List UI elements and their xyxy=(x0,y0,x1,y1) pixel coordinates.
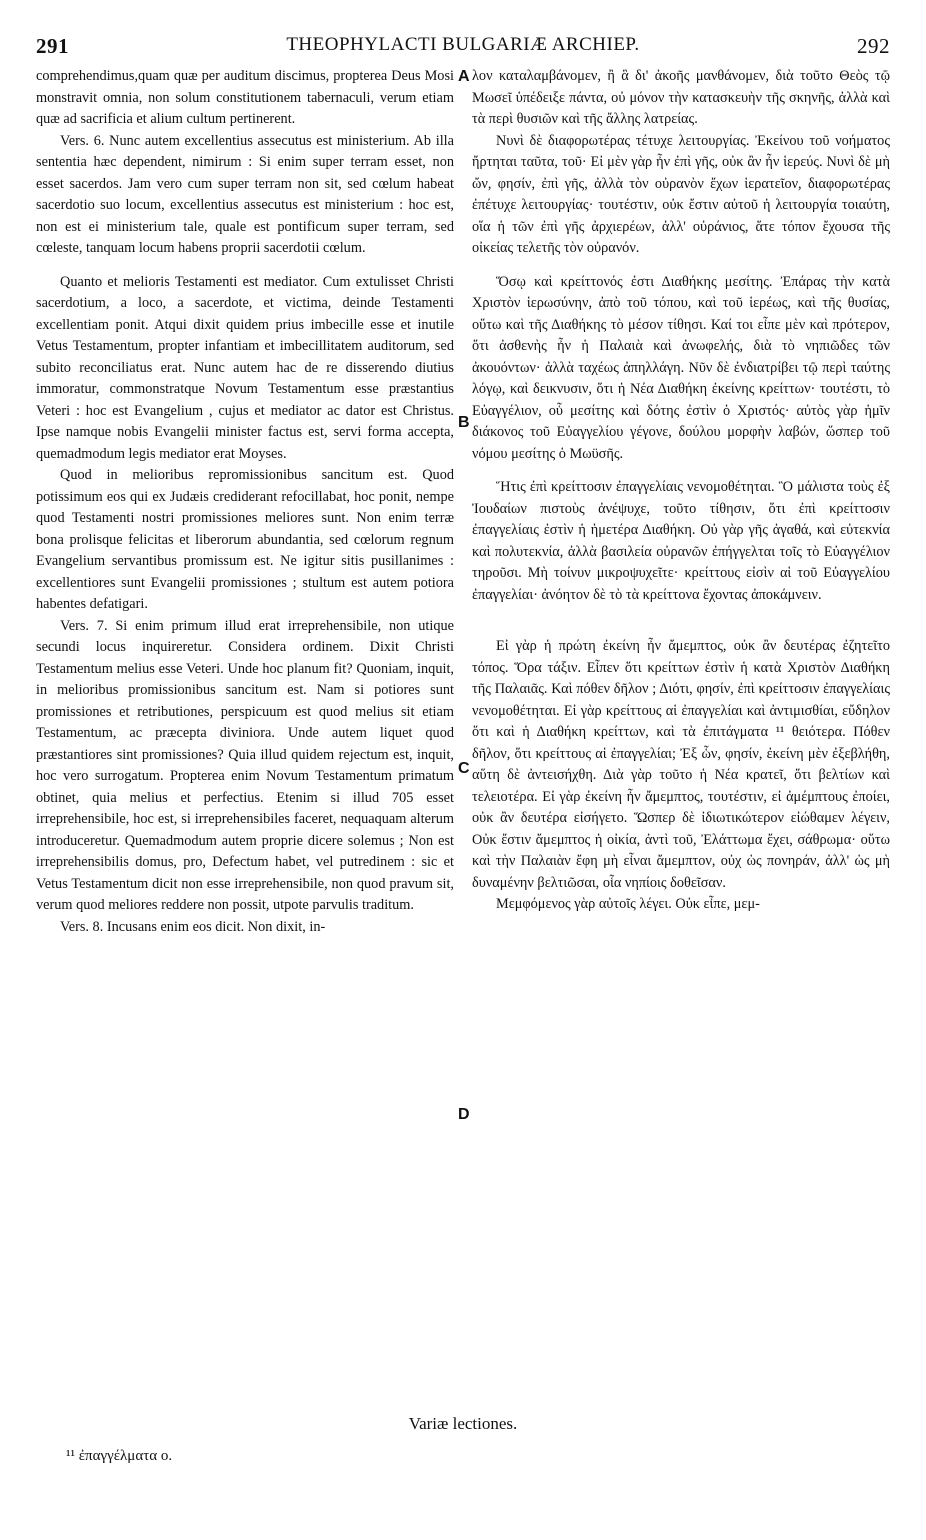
latin-paragraph: Quanto et melioris Testamenti est mediator. Cum extulisset Christi sacerdotium, a loco, a sacerdote, et victima, deinde Testamenti excellentiam ponit. Atqui dixit quidem prius imbecille esse et inutile Vetus Testamentum, propter infantiam et imbecillitatem auditorum, sed subito reconciliatus erat. Nunc autem hac de re disserendo diutius immoratur, commonstratque Novum Testamentum esse præstantius Veteri : hoc est Evangelium , cujus et mediator ac dator est Christus. Ipse namque nobis Evangelii minister factus est, servi forma accepta, quemadmodum legis mediator erat Moyses. xyxy=(36,273,454,462)
variae-lectiones-heading: Variæ lectiones. xyxy=(408,1414,518,1433)
latin-paragraph: Quod in melioribus repromissionibus sancitum est. Quod potissimum eos qui ex Judæis crediderant refocillabat, hoc ponit, nempe quod Testamenti nostri promissiones meliores sunt. Non enim terræ bona prolisque felicitas et liberorum abundantia, sed cœlorum regnum Evangelium servantibus promissum est. Ne igitur sitis pusillanimes : excellentiores sunt Evangelii promissiones ; stultum est autem potiora habentes defatigari. xyxy=(36,467,454,612)
margin-letter-a: A xyxy=(458,68,470,85)
page-number-left: 291 xyxy=(36,34,69,58)
footnote: ¹¹ ἐπαγγέλματα ο. xyxy=(66,1448,173,1464)
greek-column xyxy=(472,66,890,916)
running-title: THEOPHYLACTI BULGARIÆ ARCHIEP. xyxy=(286,34,640,55)
latin-paragraph: comprehendimus,quam quæ per auditum discimus, propterea Deus Mosi monstravit omnia, non solum constitutionem tabernaculi, verum etiam quæ ad sacrificia et alium cultum pertinerent. xyxy=(36,68,454,127)
latin-column xyxy=(36,66,454,938)
margin-letter-d: D xyxy=(458,1106,470,1123)
greek-paragraph: Νυνὶ δὲ διαφορωτέρας τέτυχε λειτουργίας. Ἐκείνου τοῦ νοήματος ἤρτηται ταῦτα, τοῦ· Εἰ μὲν γὰρ ἦν ἐπὶ γῆς, οὐκ ἂν ἦν ἱερεύς. Νυνὶ δὲ μὴ ὤν, φησίν, ἐπὶ γῆς, ἀλλὰ τὸν οὐρανὸν ἔχων ἱερατεῖον, διαφορωτέρας ἐπέτυχε λειτουργίας· τουτέστιν, οὐκ ἔστιν αὐτοῦ ἡ λειτουργία τοιαύτη, οἵα ἡ τῶν ἐπὶ γῆς ἀρχιερέων, ἀλλ' οὐράνιος, ἅτε τόπον ἔχουσα τῆς οἰκείας τελετῆς τὸν οὐρανόν. xyxy=(472,132,890,256)
page-number-right: 292 xyxy=(857,34,890,58)
greek-paragraph: Ἥτις ἐπὶ κρείττοσιν ἐπαγγελίαις νενομοθέτηται. Ὃ μάλιστα τοὺς ἐξ Ἰουδαίων πιστοὺς ἀνέψυχε, τοῦτο τίθησιν, ὅτι ἐπὶ κρείττοσιν ἐπαγγελίαις ἐστὶν ἡ ἡμετέρα Διαθήκη. Οὐ γὰρ γῆς ἀγαθά, καὶ εὐτεκνία καὶ πολυτεκνία, ἀλλὰ βασιλεία οὐρανῶν ἐπήγγελται τοῖς τὸ Εὐαγγέλιον τηροῦσι. Μὴ τοίνυν μικροψυχεῖτε· κρείττους εἰσὶν αἱ τοῦ Εὐαγγελίου ἐπαγγελίαι· ἀνόητον δὲ τὸ τὰ κρείττονα ἔχοντας ἀποκάμνειν. xyxy=(472,479,890,603)
latin-paragraph: Vers. 8. Incusans enim eos dicit. Non dixit, in- xyxy=(60,918,326,935)
page-header xyxy=(36,34,890,64)
greek-paragraph: λον καταλαμβάνομεν, ἢ ἃ δι' ἀκοῆς μανθάνομεν, διὰ τοῦτο Θεὸς τῷ Μωσεῖ ὑπέδειξε πάντα, οὐ μόνον τὴν κατασκευὴν τῆς σκηνῆς, ἀλλὰ καὶ τὰ περὶ θυσιῶν καὶ τῆς ἄλλης λατρείας. xyxy=(472,68,890,127)
greek-paragraph: Ὅσῳ καὶ κρείττονός ἐστι Διαθήκης μεσίτης. Ἐπάρας τὴν κατὰ Χριστὸν ἱερωσύνην, ἀπὸ τοῦ τόπου, καὶ τοῦ ἱερέως, καὶ τῆς θυσίας, οὕτω καὶ τῆς Διαθήκης τὸ μέσον τίθησι. Καί τοι εἶπε μὲν καὶ πρότερον, ὅτι ἀσθενὴς ἦν ἡ Παλαιὰ καὶ ἀνωφελής, διὰ τὸ νηπιῶδες τῶν ἀκουόντων· ἀλλὰ ταχέως ἀπηλλάγη. Νῦν δὲ ἐνδιατρίβει τῷ περὶ ταύτης λόγῳ, καὶ δεικνυσιν, ὅτι ἡ Νέα Διαθήκη ἐκείνης κρείττων· τουτέστι, τὸ Εὐαγγέλιον, οὗ μεσίτης καὶ δότης ἐστὶν ὁ Χριστός· αὐτὸς γὰρ ἡμῖν διάκονος τοῦ Εὐαγγελίου γέγονε, δούλου μορφὴν λαβών, ὥσπερ τοῦ νόμου μεσίτης ὁ Μωϋσῆς. xyxy=(472,273,890,462)
greek-paragraph: Εἰ γὰρ ἡ πρώτη ἐκείνη ἦν ἄμεμπτος, οὐκ ἂν δευτέρας ἐζητεῖτο τόπος. Ὅρα τάξιν. Εἶπεν ὅτι κρείττων ἐστὶν ἡ κατὰ Χριστὸν Διαθήκη τῆς Παλαιᾶς. Καὶ πόθεν δῆλον ; Διότι, φησίν, ἐπὶ κρείττοσιν ἐπαγγελίαις νενομοθέτηται. Εἰ γὰρ κρείττους αἱ ἐπαγγελίαι καὶ ἀντιμισθίαι, εὔδηλον ὅτι καὶ ἡ Διαθήκη κρείττων, καὶ τὰ ἐπιτάγματα ¹¹ θειότερα. Πόθεν δῆλον, ὅτι κρείττους αἱ ἐπαγγελίαι; Ἐξ ὧν, φησίν, ἐκείνη μὲν ἐξεβλήθη, αὕτη δὲ ἀντεισήχθη. Διὰ γὰρ τοῦτο ἡ Νέα κρατεῖ, ὅτι βελτίων καὶ τελειοτέρα. Εἰ γὰρ ἐκείνη ἦν ἄμεμπτος, τουτέστιν, εἰ ἀμέμπτους ἐποίει, οὐκ ἂν δευτέρα εἰσήγετο. Ὥσπερ δὲ ἰδιωτικώτερον εἰώθαμεν λέγειν, Οὐκ ἔστιν ἄμεμπτος ἡ οἰκία, ἀντὶ τοῦ, Ἐλάττωμα ἔχει, σάθρωμα· οὕτω καὶ τὴν Παλαιὰν ἔφη μὴ εἶναι ἄμεμπτον, οὐχ ὡς πονηράν, ἀλλ' ὡς μὴ δυναμένην βελτιῶσαι, οἷα νηπίοις δοθεῖσαν. xyxy=(472,638,890,891)
latin-paragraph: Vers. 7. Si enim primum illud erat irreprehensibile, non utique secundi locus inquireretur. Considera ordinem. Dixit Christi Testamentum melius esse Veteri. Unde hoc planum fit? Quoniam, inquit, in melioribus promissionibus sancitum est. Nam si potiores sunt promissiones et retributiones, perspicuum est quod melius sit etiam Testamentum, ac præcepta diviniora. Unde autem liquet quod præstantiores sint promissiones? Quia illud quidem rejectum est, inquit, hoc vero surrogatum. Propterea enim Novum Testamentum primatum obtinet, quia melius et perfectius. Etenim si illud 705 esset irreprehensibile, hoc est, si irreprehensibiles faceret, nequaquam alterum introduceretur. Quemadmodum autem proprie dicere solemus ; Non est irreprehensibilis domus, pro, Defectum habet, vel putredinem : sic et Vetus Testamentum dicit non esse irreprehensibile, non quod pravum sit, verum quod meliores reddere non possit, utpote parvulis traditum. xyxy=(36,617,454,913)
latin-paragraph: Vers. 6. Nunc autem excellentius assecutus est ministerium. Ab illa sententia hæc dependent, nimirum : Si enim super terram esset, non esset sacerdos. Jam vero cum super terram non sit, sed cœlum habeat sacerdotio suo locum, excellentius assecutus est ministerium : hoc est, non est ei ministerium tale, quale est pontificum super terram, sed cœleste, tanquam locum habens proprii sacerdotii cœlum. xyxy=(36,132,454,256)
margin-letter-b: B xyxy=(458,414,470,431)
margin-letter-c: C xyxy=(458,760,470,777)
greek-paragraph: Μεμφόμενος γὰρ αὐτοῖς λέγει. Οὐκ εἶπε, μεμ- xyxy=(496,896,760,912)
